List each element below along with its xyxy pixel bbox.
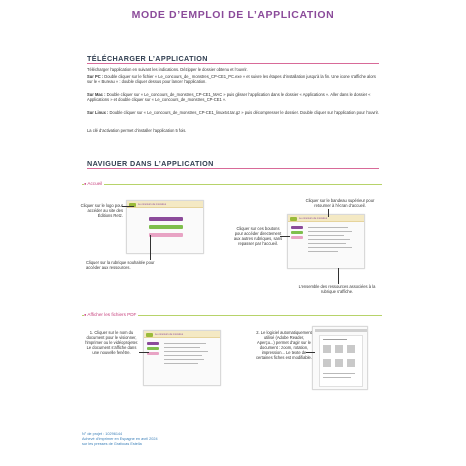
pdf-name-line [164, 359, 204, 360]
home-section-divider [82, 184, 382, 185]
callout-rubrique: Cliquer sur la rubrique souhaitée pour accéder aux ressources. [86, 260, 155, 270]
download-pc [87, 74, 379, 84]
pdf-illustration [347, 345, 355, 353]
pdf-illustration [323, 359, 331, 367]
viewer-toolbar [315, 329, 367, 332]
page-title: MODE D’EMPLOI DE L’APPLICATION [131, 9, 335, 21]
retz-logo-icon [290, 217, 297, 221]
home-section-label [84, 181, 104, 186]
resource-line [308, 235, 344, 236]
download-intro: Télécharger l’application en suivant les indications. Dézipper le dossier obtenu et l’ouvrir. [87, 67, 248, 72]
pdf-name-line [164, 355, 202, 356]
navigate-heading: NAVIGUER DANS L’APPLICATION [87, 159, 214, 168]
pdf-name-line [164, 363, 198, 364]
resource-line [308, 243, 346, 244]
bullet-icon: ● [84, 312, 87, 317]
download-linux [87, 110, 379, 115]
pdf-illustration [323, 345, 331, 353]
arrow-line [280, 236, 290, 237]
resource-line [308, 251, 338, 252]
callout-step2: 2. Le logiciel automatiquement utilisé (Adobe Reader, Aperçu...) permet d’agir sur le document : zoom, rotation, impression... Le texte de certaines fiches est modifiable. [256, 330, 312, 360]
resource-line [308, 247, 352, 248]
nav-button [147, 347, 159, 350]
download-pc-text: Double cliquer sur le fichier « Le_concours_de_ monstres_CP-CE1_PC.exe » et suivre les étapes d’installation jusqu’à la fin. Une icone s’affiche alors sur le « Bureau » : double cliquer dessus pour lancer l’application. [87, 74, 376, 85]
download-heading-underline [87, 63, 379, 64]
nav-button [147, 342, 159, 345]
download-linux-text: Double cliquer sur « Le_concours_de_monstres_CP-CE1_linux64.tar.gz » puis décompresser le dossier. Double cliquer sur l’application pour l’ouvrir. [108, 110, 379, 115]
pdf-app-name: Le concours de monstres [155, 333, 184, 336]
pdf-section-label-text: Afficher les fichiers PDF [87, 312, 137, 317]
pdf-name-line [164, 351, 208, 352]
arrow-line [122, 206, 134, 207]
home-section-label-text: Accueil [87, 181, 103, 186]
download-mac-text: Double cliquer sur « Le_concours_de_monstres_CP-CE1_MAC » puis glisser l’application dans le dossier « Applications ». Aller dans le dossier « Applications » et double cliquer sur « Le_concours_de_monstres_CP-CE1 ». [87, 92, 371, 103]
footer-line-3: sur les presses de Grafocas Estella [82, 441, 142, 446]
arrow-line [306, 352, 315, 353]
rubrique-app-name: Le concours de monstres [299, 217, 328, 220]
navigate-heading-underline [87, 168, 379, 169]
retz-logo-icon [146, 333, 153, 337]
pdf-text-line [323, 377, 351, 378]
rubrique-screenshot [287, 214, 365, 269]
nav-button [291, 226, 303, 229]
callout-step1: 1. Cliquer sur le nom du document pour le visionner, l’imprimer ou le vidéoprojeter. Le document s’affiche dans une nouvelle fenêtre. [84, 330, 139, 355]
pdf-illustration [347, 359, 355, 367]
resource-line [308, 231, 352, 232]
download-heading: TÉLÉCHARGER L’APPLICATION [87, 54, 208, 63]
resource-line [308, 239, 350, 240]
callout-buttons: Cliquer sur ces boutons pour accéder directement aux autres rubriques, sans repasser par l’accueil. [233, 226, 283, 246]
callout-resources: L’ensemble des ressources associées à la rubrique s’affiche. [298, 284, 376, 294]
rubrique-button [149, 225, 183, 229]
pdf-text-line [323, 339, 347, 340]
arrow-line [139, 352, 149, 353]
download-pc-label: Sur PC : [87, 74, 104, 79]
arrow-line [338, 268, 339, 284]
pdf-name-line [164, 347, 200, 348]
pdf-text-line [323, 373, 355, 374]
callout-band: Cliquer sur le bandeau supérieur pour retourner à l’écran d’accueil. [305, 198, 375, 208]
pdf-illustration [335, 359, 343, 367]
pdf-section-label [84, 312, 138, 317]
footer-line-2: Achevé d’imprimer en Espagne en avril 2024 [82, 436, 158, 441]
rubrique-button [149, 233, 183, 237]
bullet-icon: ● [84, 181, 87, 186]
pdf-list-screenshot [143, 330, 221, 386]
download-mac-label: Sur Mac : [87, 92, 106, 97]
arrow-line [150, 235, 151, 260]
callout-logo: Cliquer sur le logo pour accéder au site des Éditions Retz. [80, 203, 123, 218]
pdf-viewer-screenshot [312, 326, 368, 390]
pdf-illustration [335, 345, 343, 353]
print-info-footer [82, 432, 158, 446]
download-linux-label: Sur Linux : [87, 110, 109, 115]
arrow-line [328, 209, 329, 217]
pdf-name-line [164, 343, 206, 344]
home-app-name: Le concours de monstres [138, 203, 167, 206]
footer-line-1: N° de projet : 10296144 [82, 432, 123, 436]
download-activation: La clé d’activation permet d’installer l’application 5 fois. [87, 128, 187, 133]
nav-button [291, 231, 303, 234]
rubrique-button [149, 217, 183, 221]
resource-line [308, 227, 348, 228]
nav-button [291, 236, 303, 239]
download-mac [87, 92, 379, 102]
home-screenshot [126, 200, 204, 254]
